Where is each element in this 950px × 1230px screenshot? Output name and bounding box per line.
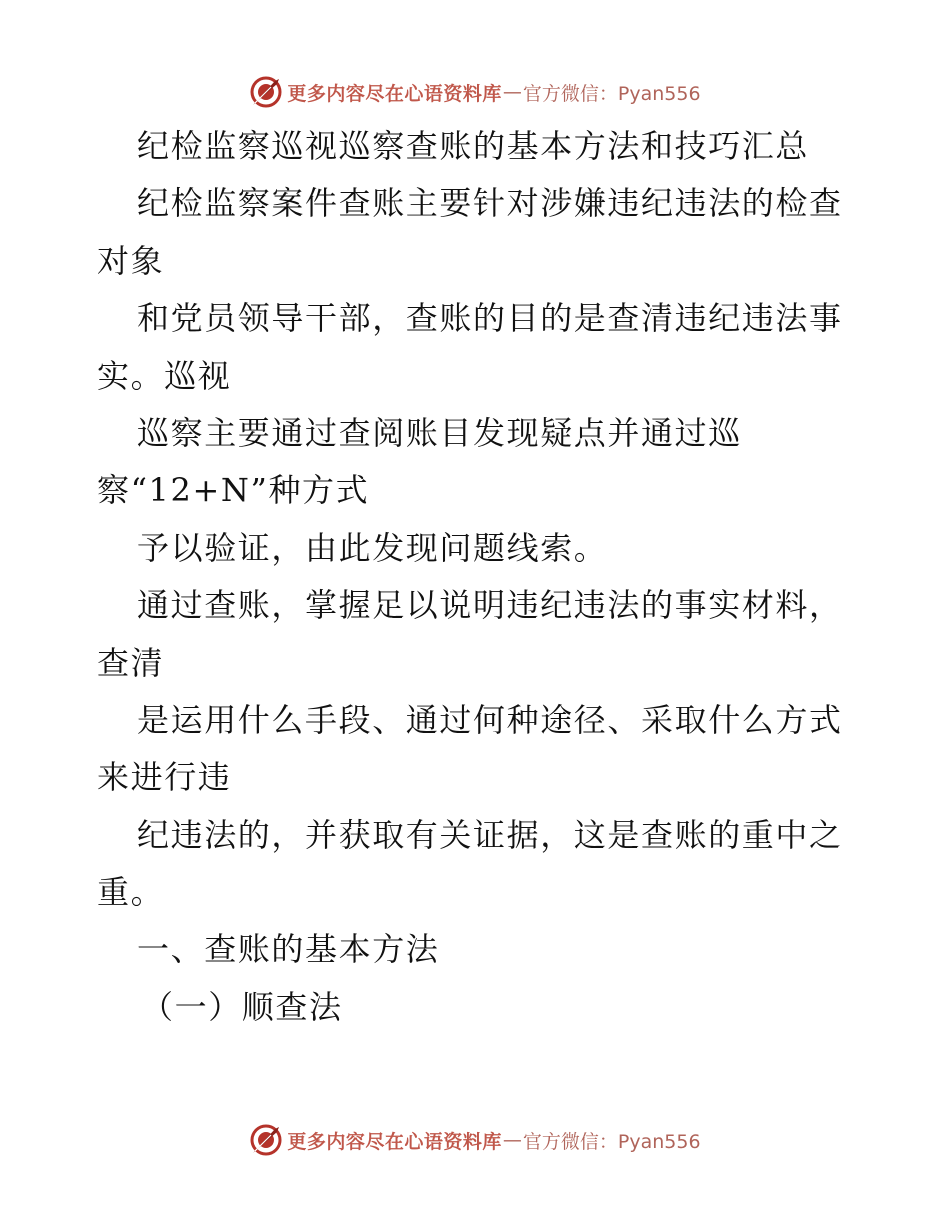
- paragraph-line: 是运用什么手段、通过何种途径、采取什么方式: [137, 700, 843, 739]
- header-banner-main: 更多内容尽在心语资料库: [287, 82, 502, 105]
- paragraph-line: 和党员领导干部，查账的目的是查清违纪违法事: [137, 299, 843, 338]
- paragraph-line: 察“12+N”种方式: [97, 471, 370, 510]
- footer-banner-wechat: 官方微信：Pyan556: [522, 1130, 701, 1153]
- paragraph-line: 实。巡视: [97, 356, 232, 395]
- paragraph-line: 来进行违: [97, 758, 232, 797]
- document-body: [97, 118, 857, 1036]
- document-title: 纪检监察巡视巡察查账的基本方法和技巧汇总: [137, 127, 810, 165]
- header-banner: [0, 72, 950, 112]
- header-banner-separator: —: [502, 81, 522, 103]
- footer-banner-separator: —: [502, 1129, 522, 1151]
- footer-banner: [0, 1120, 950, 1160]
- paragraph-line: 纪检监察案件查账主要针对涉嫌违纪违法的检查: [137, 184, 843, 223]
- paragraph-line: 通过查账，掌握足以说明违纪违法的事实材料，: [137, 586, 843, 625]
- section-heading: 一、查账的基本方法: [137, 930, 440, 969]
- quill-logo-icon: [249, 75, 283, 109]
- footer-banner-main: 更多内容尽在心语资料库: [287, 1130, 502, 1153]
- paragraph-line: 巡察主要通过查阅账目发现疑点并通过巡: [137, 413, 742, 452]
- quill-logo-icon: [249, 1123, 283, 1157]
- paragraph-line: 重。: [97, 873, 165, 912]
- paragraph-line: 查清: [97, 643, 165, 682]
- subsection-heading: （一）顺查法: [141, 987, 343, 1026]
- header-banner-wechat: 官方微信：Pyan556: [522, 82, 701, 105]
- paragraph-line: 对象: [97, 241, 165, 280]
- paragraph-line: 纪违法的，并获取有关证据，这是查账的重中之: [137, 815, 843, 854]
- paragraph-line: 予以验证，由此发现问题线索。: [137, 528, 608, 567]
